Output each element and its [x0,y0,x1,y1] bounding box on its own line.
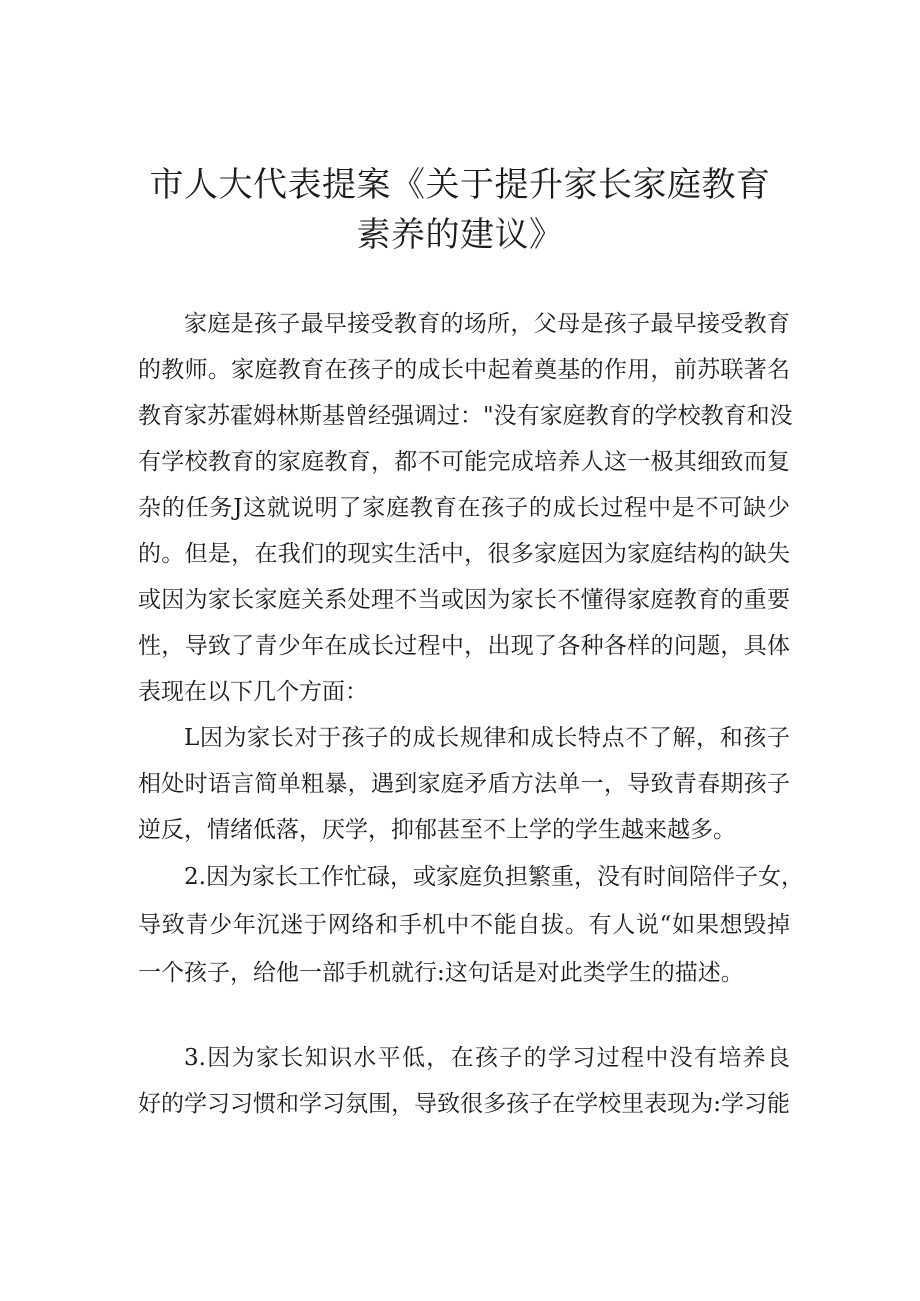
paragraph-line: 教育家苏霍姆林斯基曾经强调过："没有家庭教育的学校教育和没 [138,403,793,429]
paragraph-line: 表现在以下几个方面： [138,679,368,705]
title-line: 市人大代表提案《关于提升家长家庭教育 [149,165,771,205]
title-line: 素养的建议》 [356,215,564,255]
paragraph-line: 有学校教育的家庭教育，都不可能完成培养人这一极其细致而复 [138,449,790,475]
list-item-line: 导致青少年沉迷于网络和手机中不能自拔。有人说“如果想毁掉 [138,912,790,938]
list-item-line: 好的学习习惯和学习氛围，导致很多孩子在学校里表现为:学习能 [138,1091,790,1117]
paragraph-line: 性，导致了青少年在成长过程中，出现了各种各样的问题，具体 [138,633,790,659]
list-item-line: 逆反，情绪低落，厌学，抑郁甚至不上学的学生越来越多。 [138,817,736,843]
paragraph-line: 家庭是孩子最早接受教育的场所，父母是孩子最早接受教育 [184,311,790,337]
paragraph-line: 杂的任务J这就说明了家庭教育在孩子的成长过程中是不可缺少 [138,495,790,521]
list-item-line: 一个孩子，给他一部手机就行:这句话是对此类学生的描述。 [138,960,744,986]
paragraph-line: 的教师。家庭教育在孩子的成长中起着奠基的作用，前苏联著名 [138,357,790,383]
list-item-line: 2.因为家长工作忙碌，或家庭负担繁重，没有时间陪伴子女， [184,864,804,890]
list-item-line: L因为家长对于孩子的成长规律和成长特点不了解，和孩子 [184,725,790,751]
paragraph-line: 的。但是，在我们的现实生活中，很多家庭因为家庭结构的缺失 [138,541,790,567]
list-item-line: 相处时语言简单粗暴，遇到家庭矛盾方法单一，导致青春期孩子 [138,771,790,797]
document-title [100,160,820,260]
paragraph-line: 或因为家长家庭关系处理不当或因为家长不懂得家庭教育的重要 [138,587,790,613]
list-item-line: 3.因为家长知识水平低，在孩子的学习过程中没有培养良 [184,1045,790,1071]
